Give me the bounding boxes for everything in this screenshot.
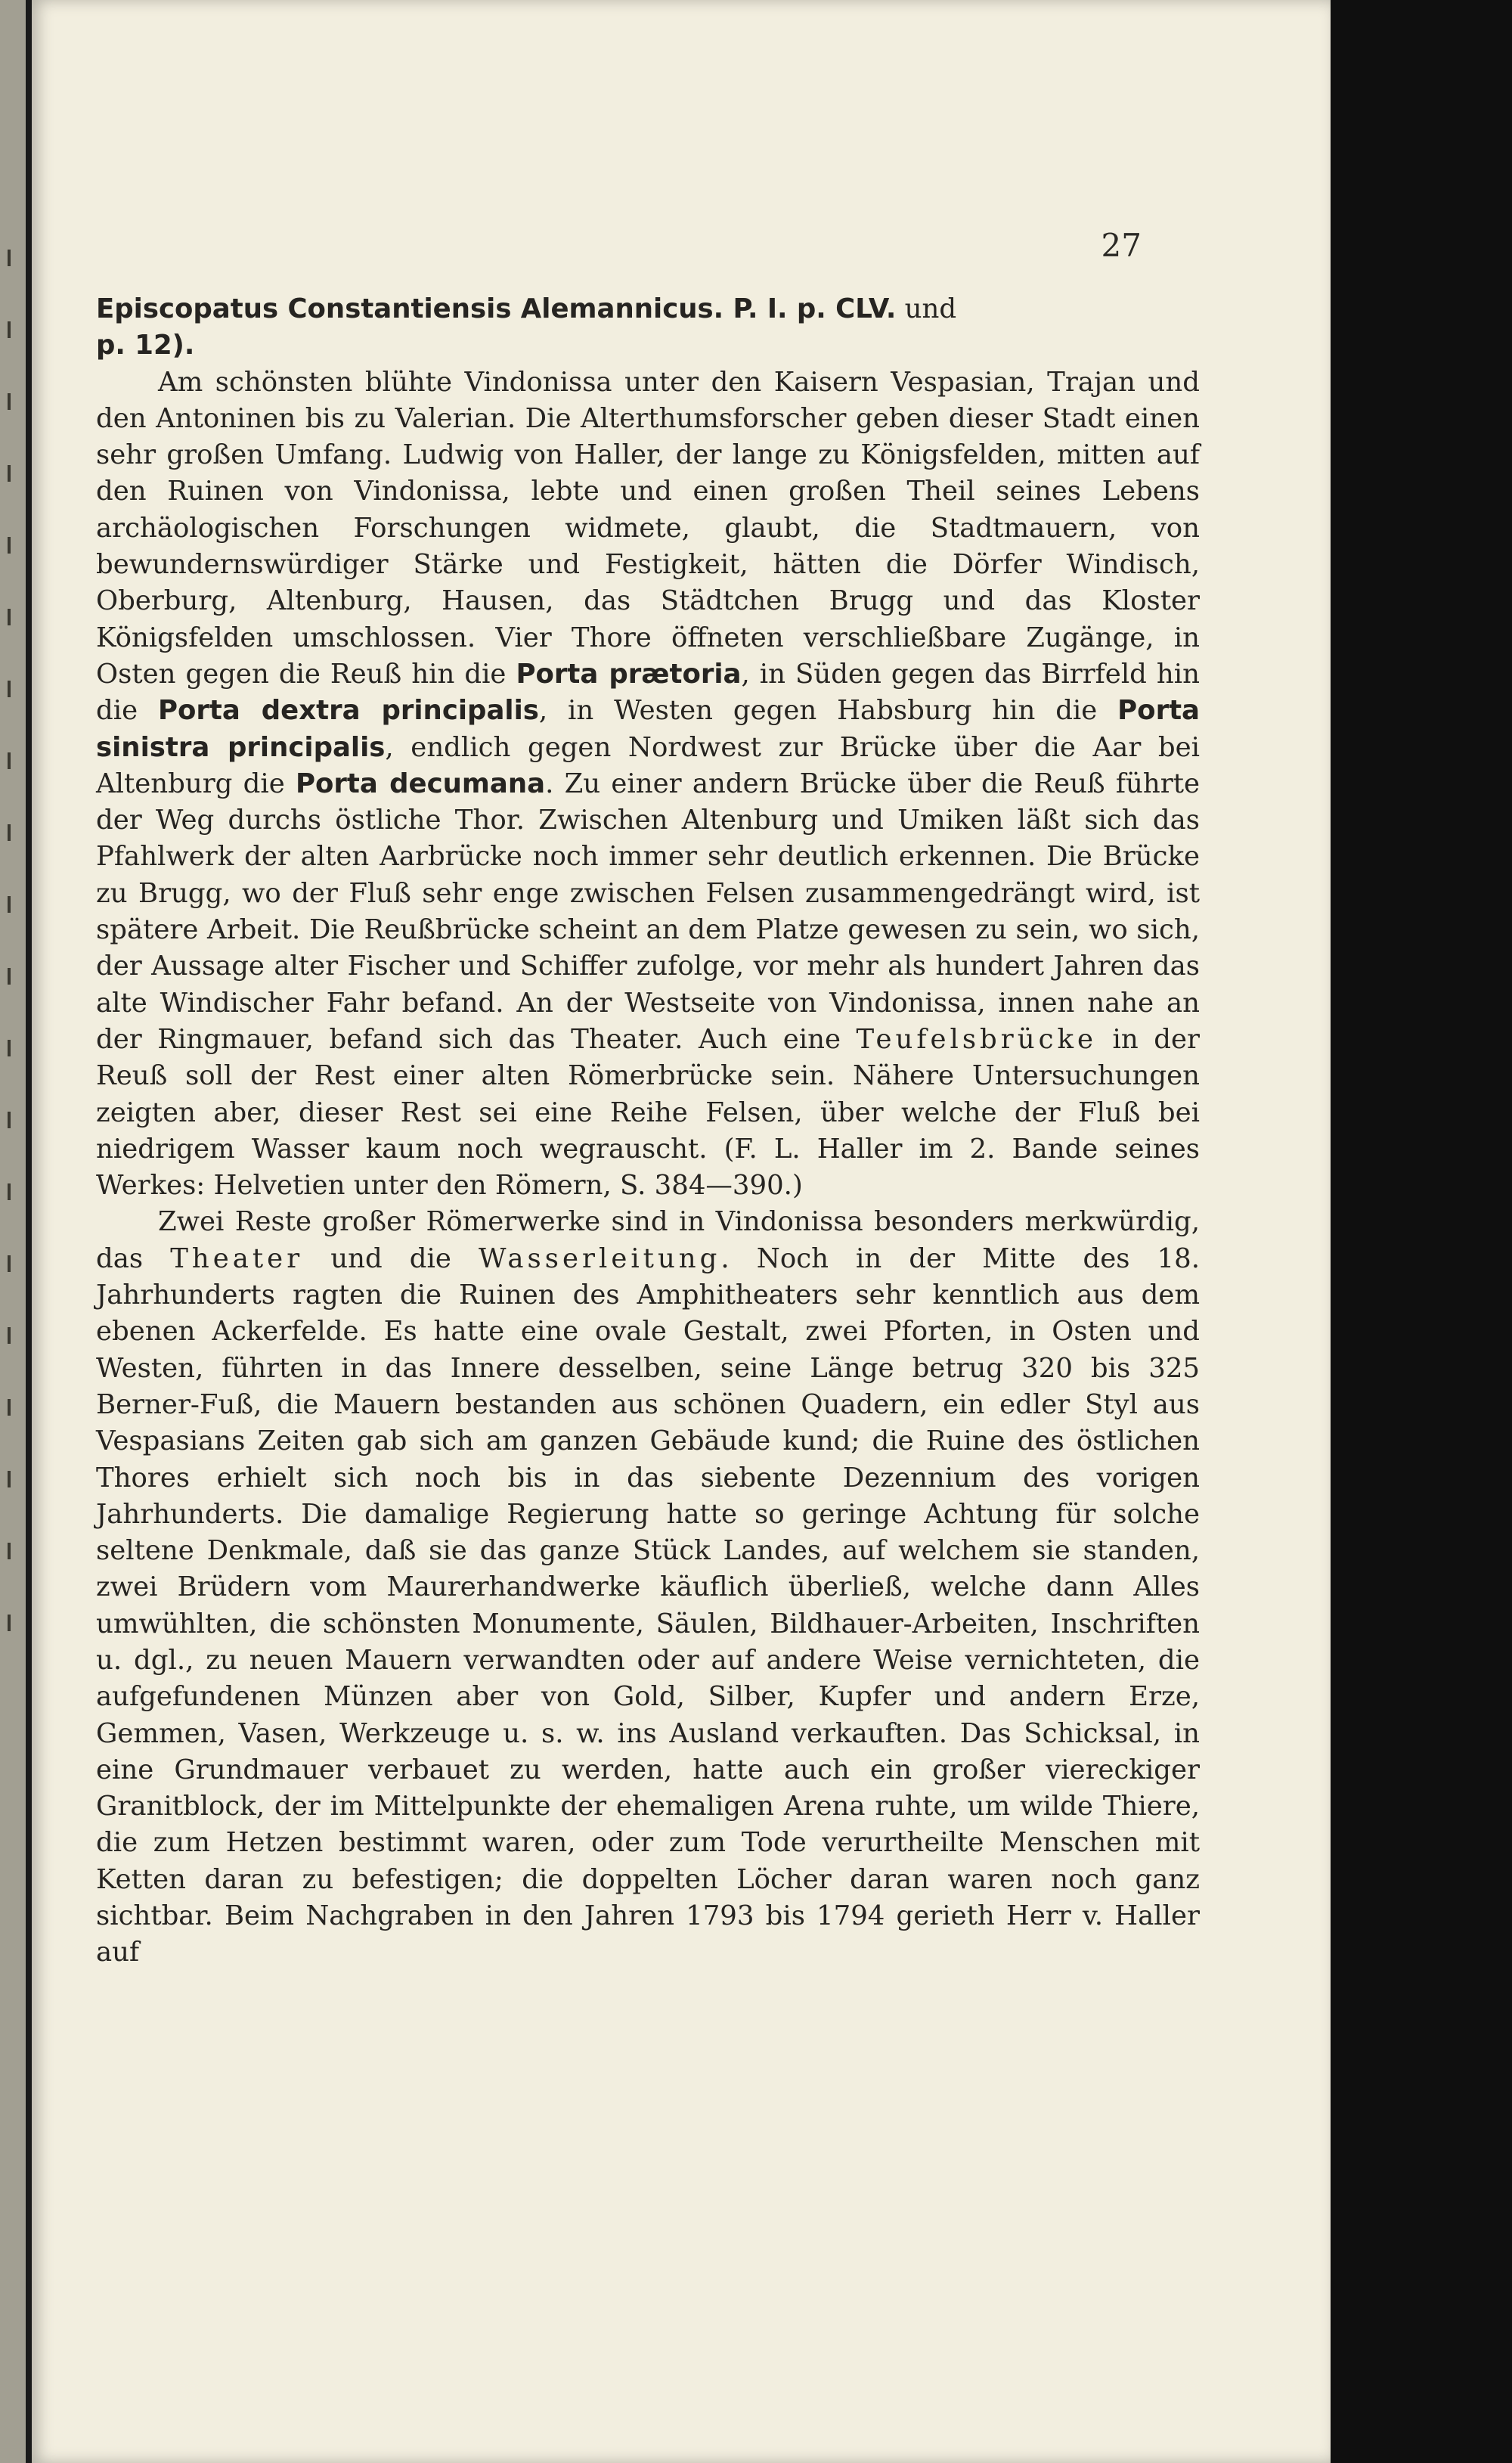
text-run: Am schönsten blühte Vindonissa unter den Kaisern Vespasian, Trajan und den Antoninen bis zu Valerian. Die Alterthumsforscher geben dieser Stadt einen sehr großen Umfang. Ludwig von Haller, der lange zu Königsfelden, mitten auf den Ruinen von Vindonissa, lebte und einen großen Theil seines Lebens archäologischen Forschungen widmete, glaubt, die Stadtmauern, von bewundernswürdiger Stärke und Festigkeit, hätten die Dörfer Windisch, Oberburg, Altenburg, Hausen, das Städtchen Brugg und das Kloster Königsfelden umschlossen. Vier Thore öffneten verschließbare Zugänge, in Osten gegen die Reuß hin die — [96, 366, 1200, 690]
text-run: . Zu einer andern Brücke über die Reuß führte der Weg durchs östliche Thor. Zwischen Altenburg und Umiken läßt sich das Pfahlwerk der alten Aarbrücke noch immer sehr deutlich erkennen. Die Brücke zu Brugg, wo der Fluß sehr enge zwischen Felsen zusammengedrängt wird, ist spätere Arbeit. Die Reußbrücke scheint an dem Platze gewesen zu sein, wo sich, der Aussage alter Fischer und Schiffer zufolge, vor mehr als hundert Jahren das alte Windischer Fahr befand. An der Westseite von Vindonissa, innen nahe an der Ringmauer, befand sich das Theater. Auch eine — [96, 768, 1200, 1055]
latin-text: Porta sinistra principalis — [96, 695, 1200, 763]
page-number: 27 — [1101, 227, 1142, 264]
text-run: , in Westen gegen Habsburg hin die — [538, 695, 1118, 727]
latin-text: p. 12). — [96, 330, 195, 361]
text-run: in der Reuß soll der Rest einer alten Römerbrücke sein. Nähere Untersuchungen zeigten aber, dieser Rest sei eine Reihe Felsen, über welche der Fluß bei niedrigem Wasser kaum noch wegrauscht. (F. L. Haller im 2. Bande seines Werkes: Helvetien unter den Römern, S. 384—390.) — [96, 1023, 1200, 1202]
text-run: und — [896, 293, 957, 324]
text-run: . Noch in der Mitte des 18. Jahrhunderts ragten die Ruinen des Amphitheaters sehr kenntlich aus dem ebenen Ackerfelde. Es hatte eine ovale Gestalt, zwei Pforten, in Osten und Westen, führten in das Innere desselben, seine Länge betrug 320 bis 325 Berner-Fuß, die Mauern bestanden aus schönen Quadern, ein edler Styl aus Vespasians Zeiten gab sich am ganzen Gebäude kund; die Ruine des östlichen Thores erhielt sich noch bis in das siebente Dezennium des vorigen Jahrhunderts. Die damalige Regierung hatte so geringe Achtung für solche seltene Denkmale, daß sie das ganze Stück Landes, auf welchem sie standen, zwei Brüdern vom Maurerhandwerke käuflich überließ, welche dann Alles umwühlten, die schönsten Monumente, Säulen, Bildhauer-Arbeiten, Inschriften u. dgl., zu neuen Mauern verwandten oder auf andere Weise vernichteten, die aufgefundenen Münzen aber von Gold, Silber, Kupfer und andern Erze, Gemmen, Vasen, Werkzeuge u. s. w. ins Ausland verkauften. Das Schicksal, in eine Grundmauer verbauet zu werden, hatte auch ein großer viereckiger Granitblock, der im Mittelpunkte der ehemaligen Arena ruhte, um wilde Thiere, die zum Hetzen bestimmt waren, oder zum Tode verurtheilte Menschen mit Ketten daran zu befestigen; die doppelten Löcher daran waren noch ganz sichtbar. Beim Nachgraben in den Jahren 1793 bis 1794 gerieth Herr v. Haller auf — [96, 1242, 1200, 1968]
text-run: und die — [303, 1242, 479, 1274]
citation-line-part — [96, 330, 194, 361]
latin-text: Porta decumana — [295, 768, 546, 799]
latin-text: Episcopatus Constantiensis Alemannicus. P. I. p. CLV. — [96, 293, 897, 324]
text-run: Zwei Reste großer Römerwerke sind in Vindonissa besonders merkwürdig, das — [96, 1206, 1200, 1274]
text-run: , endlich gegen Nordwest zur Brücke über die Aar bei Altenburg die — [96, 731, 1200, 799]
book-gutter — [26, 0, 32, 2463]
latin-text: Porta dextra principalis — [157, 695, 539, 727]
book-page — [32, 0, 1331, 2463]
page-text — [96, 291, 1200, 1971]
paragraph — [96, 364, 1200, 1205]
paragraph — [96, 1204, 1200, 1971]
left-page-text-fragments — [0, 250, 18, 1762]
citation-line — [96, 291, 1200, 364]
text-run: , in Süden gegen das Birrfeld hin die — [96, 658, 1200, 727]
citation-line-part — [96, 293, 956, 324]
emphasized-text: Teufelsbrücke — [856, 1023, 1098, 1055]
emphasized-text: Theater — [170, 1242, 304, 1274]
background — [1331, 0, 1512, 2463]
emphasized-text: Wasserleitung — [478, 1242, 721, 1274]
latin-text: Porta prætoria — [516, 658, 742, 690]
